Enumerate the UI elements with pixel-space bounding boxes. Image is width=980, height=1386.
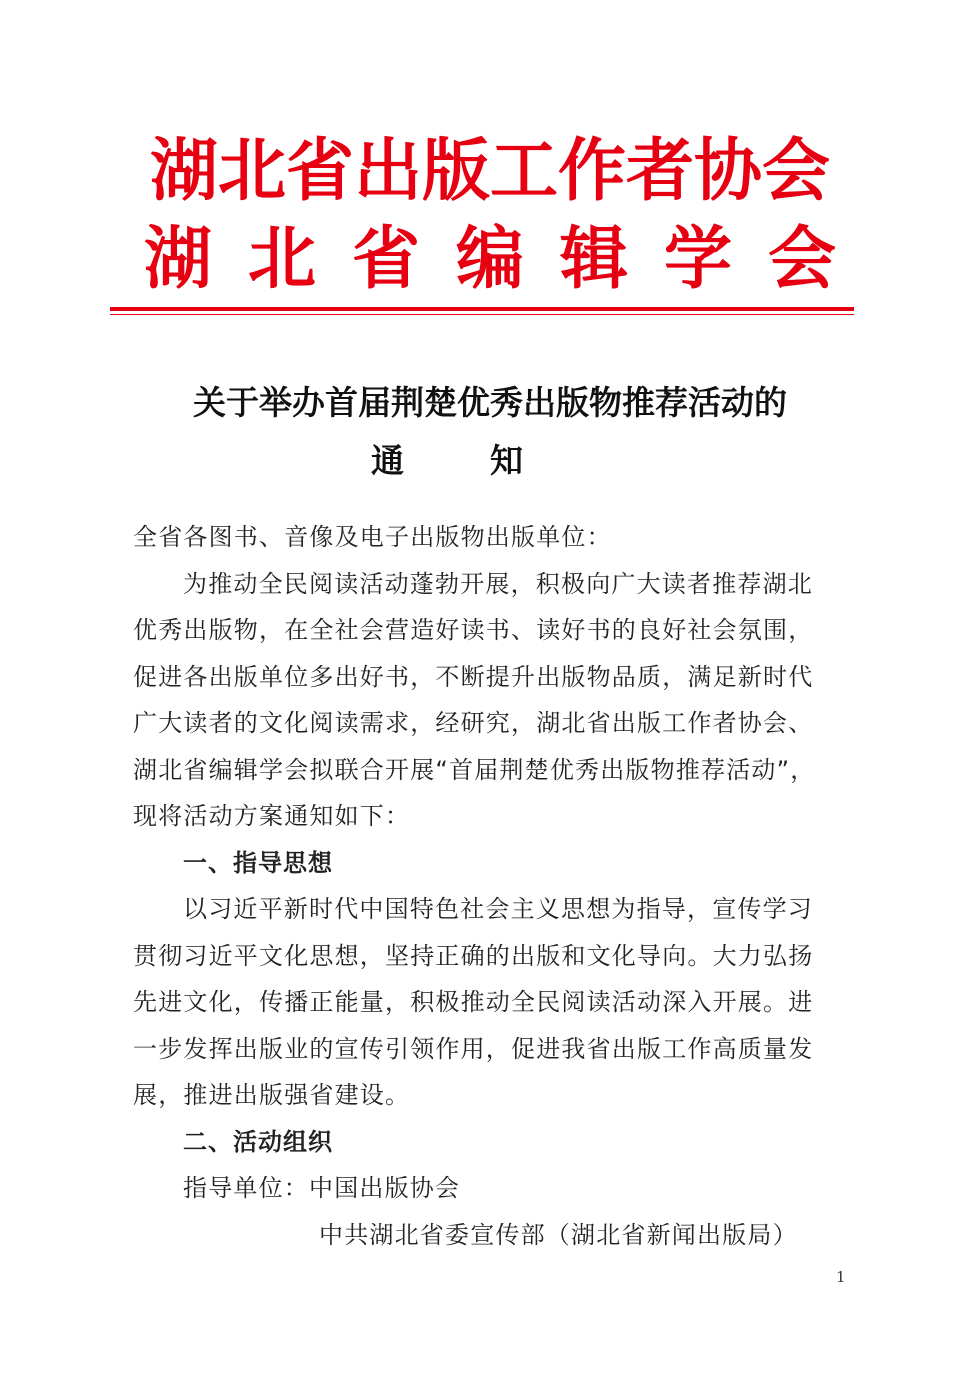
intro-line: 优秀出版物，在全社会营造好读书、读好书的良好社会氛围， [133, 616, 814, 644]
intro-line: 促进各出版单位多出好书，不断提升出版物品质，满足新时代 [133, 662, 814, 691]
letterhead-line-2-text: 湖北省编辑学会 [143, 219, 872, 299]
notice-title-line-1: 关于举办首届荆楚优秀出版物推荐活动的 [193, 383, 787, 422]
guide-unit-line: 指导单位：中国出版协会 [183, 1174, 461, 1202]
notice-body [133, 514, 849, 1258]
intro-line: 湖北省编辑学会拟联合开展“首届荆楚优秀出版物推荐活动”， [133, 755, 816, 784]
notice-title-line-2: 通知 [371, 441, 609, 480]
guide-unit-line-2: 中共湖北省委宣传部（湖北省新闻出版局） [319, 1220, 798, 1249]
intro-line: 现将活动方案通知如下： [133, 802, 411, 830]
section1-line: 展，推进出版强省建设。 [133, 1081, 411, 1109]
section-heading-guiding-ideology: 一、指导思想 [183, 848, 333, 877]
letterhead-rule-thick [110, 307, 854, 311]
section1-line: 先进文化，传播正能量，积极推动全民阅读活动深入开展。进 [133, 988, 814, 1016]
salutation: 全省各图书、音像及电子出版物出版单位： [133, 523, 612, 551]
page-number: 1 [836, 1268, 846, 1286]
letterhead-rule-thin [110, 314, 854, 315]
section1-line: 以习近平新时代中国特色社会主义思想为指导，宣传学习 [183, 895, 813, 923]
intro-line: 为推动全民阅读活动蓬勃开展，积极向广大读者推荐湖北 [183, 569, 813, 598]
section1-line: 一步发挥出版业的宣传引领作用，促进我省出版工作高质量发 [133, 1034, 814, 1063]
letterhead-line-1: 湖北省出版工作者协会 [149, 131, 830, 211]
intro-line: 广大读者的文化阅读需求，经研究，湖北省出版工作者协会、 [133, 709, 814, 737]
section1-line: 贯彻习近平文化思想，坚持正确的出版和文化导向。大力弘扬 [133, 941, 814, 970]
section-heading-activity-organization: 二、活动组织 [183, 1127, 333, 1156]
letterhead-line-2 [0, 216, 980, 302]
